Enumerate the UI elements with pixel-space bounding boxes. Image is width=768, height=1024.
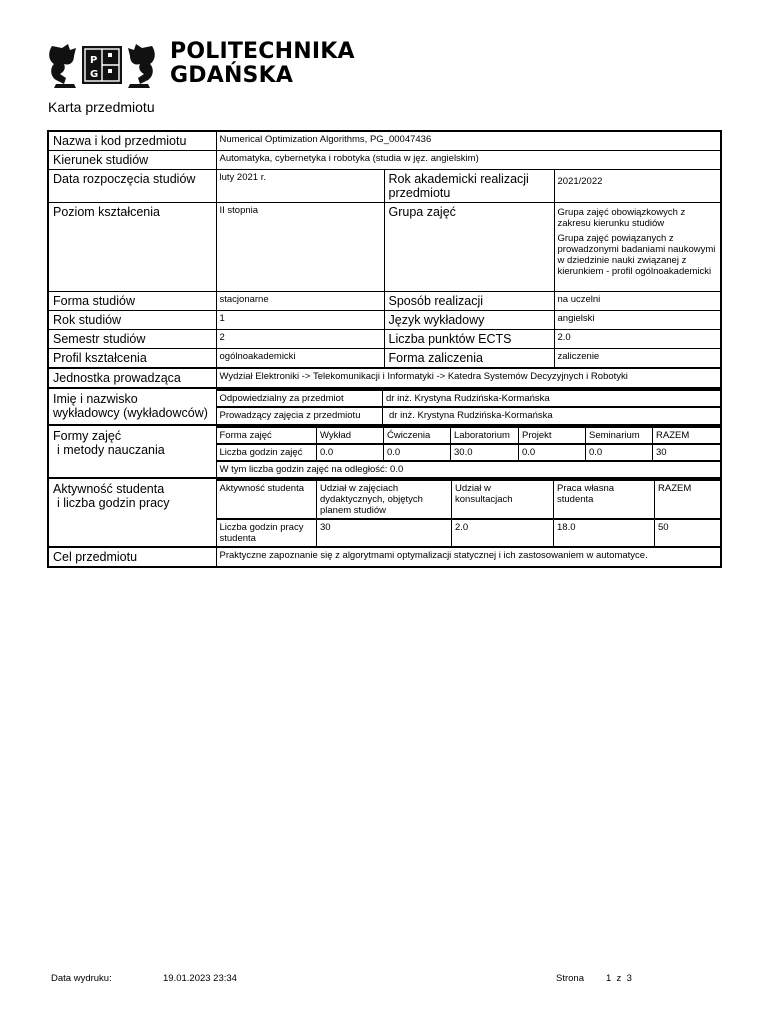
class-hours-row — [217, 444, 721, 461]
label-start-date: Data rozpoczęcia studiów — [48, 170, 216, 203]
row-course-name — [48, 131, 721, 151]
class-forms-cell — [216, 425, 721, 478]
university-name — [170, 40, 355, 88]
print-date-value: 19.01.2023 23:34 — [163, 973, 237, 984]
course-group-2: Grupa zajęć powiązanych z prowadzonymi badaniami naukowymi w dziedzinie nauki związanej z kierunkiem - profil ogólnoakademicki — [557, 233, 716, 277]
activity-header: Aktywność studenta — [217, 480, 317, 519]
value-ects: 2.0 — [554, 330, 721, 349]
value-assessment: zaliczenie — [554, 349, 721, 369]
activity-hours-row — [217, 519, 721, 546]
label-year: Rok studiów — [48, 311, 216, 330]
activity-hours-cell: 30 — [317, 519, 452, 546]
label-language: Język wykładowy — [384, 311, 554, 330]
value-unit: Wydział Elektroniki -> Telekomunikacji i Informatyki -> Katedra Systemów Decyzyjnych i Robotyki — [216, 368, 721, 388]
griffin-emblem-icon — [46, 38, 158, 90]
lecturer-role: Odpowiedzialny za przedmiot — [217, 390, 383, 407]
row-profile — [48, 349, 721, 369]
value-study-form: stacjonarne — [216, 292, 384, 311]
university-logo — [46, 38, 355, 94]
label-semester: Semestr studiów — [48, 330, 216, 349]
label-field-of-study: Kierunek studiów — [48, 151, 216, 170]
row-class-forms — [48, 425, 721, 478]
class-hours-cell: Liczba godzin zajęć — [217, 444, 317, 461]
class-hours-cell: 0.0 — [519, 444, 586, 461]
activity-header: Udział w konsultacjach — [452, 480, 554, 519]
label-student-activity — [48, 478, 216, 547]
class-forms-header: Laboratorium — [451, 427, 519, 444]
value-profile: ogólnoakademicki — [216, 349, 384, 369]
lecturer-row — [217, 390, 721, 407]
row-field-of-study — [48, 151, 721, 170]
row-start-date — [48, 170, 721, 203]
row-student-activity — [48, 478, 721, 547]
value-language: angielski — [554, 311, 721, 330]
label-academic-year: Rok akademicki realizacji przedmiotu — [384, 170, 554, 203]
print-date-label: Data wydruku: — [51, 973, 112, 984]
label-delivery-mode: Sposób realizacji — [384, 292, 554, 311]
class-forms-header: RAZEM — [653, 427, 721, 444]
university-name-line1: POLITECHNIKA — [170, 39, 355, 64]
label-unit: Jednostka prowadząca — [48, 368, 216, 388]
value-year: 1 — [216, 311, 384, 330]
value-field-of-study: Automatyka, cybernetyka i robotyka (studia w jęz. angielskim) — [216, 151, 721, 170]
class-forms-header: Forma zajęć — [217, 427, 317, 444]
label-lecturers — [48, 388, 216, 425]
activity-hours-cell: 2.0 — [452, 519, 554, 546]
row-unit — [48, 368, 721, 388]
lecturers-cell — [216, 388, 721, 425]
activity-hours-cell: 50 — [655, 519, 721, 546]
lecturer-role: Prowadzący zajęcia z przedmiotu — [217, 407, 383, 424]
label-course-goal: Cel przedmiotu — [48, 547, 216, 567]
row-year — [48, 311, 721, 330]
activity-header: Udział w zajęciach dydaktycznych, objętych planem studiów — [317, 480, 452, 519]
value-delivery-mode: na uczelni — [554, 292, 721, 311]
label-course-name: Nazwa i kod przedmiotu — [48, 131, 216, 151]
value-semester: 2 — [216, 330, 384, 349]
class-forms-header-row — [217, 427, 721, 444]
label-class-forms-line1: Formy zajęć — [53, 429, 122, 443]
label-study-form: Forma studiów — [48, 292, 216, 311]
row-course-goal — [48, 547, 721, 567]
activity-hours-cell: 18.0 — [554, 519, 655, 546]
label-student-activity-line2: i liczba godzin pracy — [57, 496, 170, 510]
row-semester — [48, 330, 721, 349]
activity-hours-cell: Liczba godzin pracy studenta — [217, 519, 317, 546]
svg-text:G: G — [90, 69, 99, 80]
class-forms-header: Ćwiczenia — [384, 427, 451, 444]
lecturer-name: dr inż. Krystyna Rudzińska-Kormańska — [383, 390, 721, 407]
svg-text:P: P — [90, 55, 98, 66]
row-lecturers — [48, 388, 721, 425]
class-hours-cell: 30.0 — [451, 444, 519, 461]
lecturer-name: dr inż. Krystyna Rudzińska-Kormańska — [383, 407, 721, 424]
class-forms-header: Projekt — [519, 427, 586, 444]
label-lecturers-line1: Imię i nazwisko — [53, 392, 138, 406]
course-card-table — [47, 130, 722, 568]
label-lecturers-line2: wykładowcy (wykładowców) — [53, 406, 208, 420]
page-number: 1 z 3 — [606, 973, 632, 984]
label-profile: Profil kształcenia — [48, 349, 216, 369]
remote-hours-row — [217, 461, 721, 477]
activity-header: Praca własna studenta — [554, 480, 655, 519]
label-class-forms — [48, 425, 216, 478]
student-activity-table — [217, 479, 721, 546]
value-academic-year: 2021/2022 — [554, 170, 721, 203]
course-group-1: Grupa zajęć obowiązkowych z zakresu kierunku studiów — [557, 207, 686, 229]
row-study-form — [48, 292, 721, 311]
label-ects: Liczba punktów ECTS — [384, 330, 554, 349]
value-level: II stopnia — [216, 203, 384, 292]
value-course-goal: Praktyczne zapoznanie się z algorytmami optymalizacji statycznej i ich zastosowaniem w automatyce. — [216, 547, 721, 567]
remote-hours-note: W tym liczba godzin zajęć na odległość: 0.0 — [217, 461, 721, 477]
class-hours-cell: 0.0 — [384, 444, 451, 461]
student-activity-cell — [216, 478, 721, 547]
label-course-group: Grupa zajęć — [384, 203, 554, 292]
value-start-date: luty 2021 r. — [216, 170, 384, 203]
class-forms-header: Seminarium — [586, 427, 653, 444]
label-student-activity-line1: Aktywność studenta — [53, 482, 165, 496]
class-forms-header: Wykład — [317, 427, 384, 444]
class-hours-cell: 30 — [653, 444, 721, 461]
label-class-forms-line2: i metody nauczania — [57, 443, 165, 457]
university-name-line2: GDAŃSKA — [170, 63, 294, 88]
class-hours-cell: 0.0 — [586, 444, 653, 461]
class-forms-table — [217, 426, 721, 477]
document-title: Karta przedmiotu — [48, 99, 155, 115]
activity-header-row — [217, 480, 721, 519]
value-course-name: Numerical Optimization Algorithms, PG_00047436 — [216, 131, 721, 151]
class-hours-cell: 0.0 — [317, 444, 384, 461]
value-course-group — [554, 203, 721, 292]
row-level — [48, 203, 721, 292]
lecturer-row — [217, 407, 721, 424]
label-assessment: Forma zaliczenia — [384, 349, 554, 369]
activity-header: RAZEM — [655, 480, 721, 519]
page-label: Strona — [556, 973, 584, 984]
lecturers-table — [217, 389, 721, 424]
label-level: Poziom kształcenia — [48, 203, 216, 292]
